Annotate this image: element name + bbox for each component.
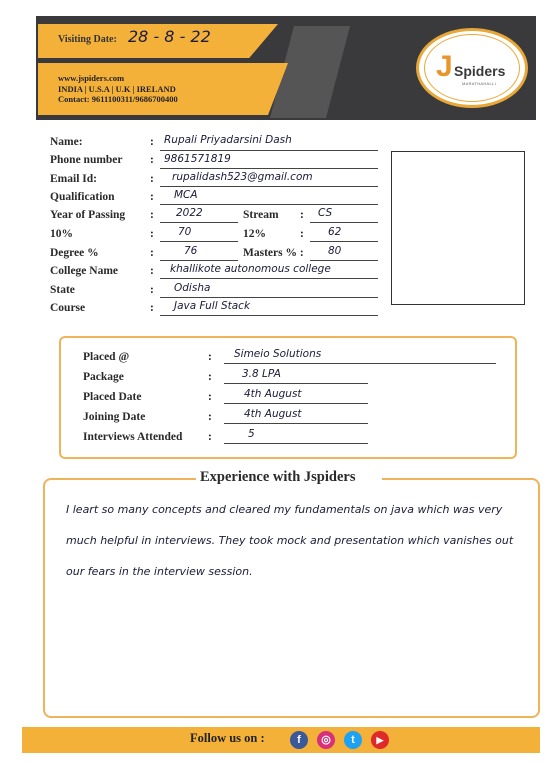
stream-label: Stream — [243, 209, 279, 221]
stream-value: CS — [318, 207, 333, 219]
package-line — [224, 383, 368, 384]
year-of-passing-label: Year of Passing — [50, 209, 126, 221]
interviews-value: 5 — [248, 428, 255, 440]
state-label: State — [50, 284, 75, 296]
countries-text: INDIA | U.S.A | U.K | IRELAND — [58, 83, 176, 94]
degree-value: 76 — [184, 245, 198, 257]
placed-date-value: 4th August — [244, 388, 302, 400]
colon: : — [208, 351, 212, 363]
twelfth-label: 12% — [243, 228, 266, 240]
twelfth-value: 62 — [328, 226, 342, 238]
colon: : — [150, 173, 154, 185]
colon: : — [150, 191, 154, 203]
experience-text: I leart so many concepts and cleared my fundamentals on java which was very much helpful in interviews. They took mock and presentation which vanishes out our fears in the interview session. — [66, 503, 514, 578]
youtube-icon[interactable]: ▶ — [371, 731, 389, 749]
twitter-icon[interactable]: t — [344, 731, 362, 749]
college-value: khallikote autonomous college — [170, 263, 331, 275]
twelfth-line — [310, 241, 378, 242]
joining-date-line — [224, 423, 368, 424]
package-value: 3.8 LPA — [242, 368, 281, 380]
colon: : — [150, 209, 154, 221]
course-label: Course — [50, 302, 86, 314]
interviews-line — [224, 443, 368, 444]
name-line — [160, 150, 378, 151]
colon: : — [300, 209, 304, 221]
instagram-icon[interactable]: ◎ — [317, 731, 335, 749]
placed-date-line — [224, 403, 368, 404]
state-value: Odisha — [174, 282, 211, 294]
colon: : — [150, 154, 154, 166]
masters-value: 80 — [328, 245, 342, 257]
tenth-label: 10% — [50, 228, 73, 240]
logo-letter: J — [436, 50, 453, 83]
qualification-line — [160, 204, 378, 205]
placed-at-value: Simeio Solutions — [234, 348, 322, 360]
logo-subtext: MARATHAHALLI — [462, 81, 496, 86]
colon: : — [150, 136, 154, 148]
email-label: Email Id: — [50, 173, 97, 185]
colon: : — [208, 391, 212, 403]
visiting-date-label: Visiting Date: — [58, 34, 117, 45]
course-line — [160, 315, 378, 316]
colon: : — [150, 228, 154, 240]
package-label: Package — [83, 371, 124, 383]
college-label: College Name — [50, 265, 119, 277]
colon: : — [208, 371, 212, 383]
facebook-icon[interactable]: f — [290, 731, 308, 749]
joining-date-label: Joining Date — [83, 411, 146, 423]
year-of-passing-value: 2022 — [176, 207, 203, 219]
name-value: Rupali Priyadarsini Dash — [164, 134, 292, 146]
masters-line — [310, 260, 378, 261]
masters-label: Masters % : — [243, 247, 304, 259]
name-label: Name: — [50, 136, 83, 148]
phone-value: 9861571819 — [164, 153, 231, 165]
placed-at-line — [224, 363, 496, 364]
state-line — [160, 297, 378, 298]
colon: : — [150, 284, 154, 296]
placed-at-label: Placed @ — [83, 351, 130, 363]
colon: : — [150, 247, 154, 259]
degree-line — [160, 260, 238, 261]
qualification-label: Qualification — [50, 191, 115, 203]
colon: : — [150, 265, 154, 277]
tenth-value: 70 — [178, 226, 192, 238]
qualification-value: MCA — [174, 189, 198, 201]
contact-text: Contact: 9611100311/9686700400 — [58, 94, 178, 104]
colon: : — [208, 411, 212, 423]
logo-text: Spiders — [454, 63, 506, 79]
email-line — [160, 186, 378, 187]
joining-date-value: 4th August — [244, 408, 302, 420]
experience-title: Experience with Jspiders — [200, 469, 356, 485]
year-line — [160, 222, 238, 223]
stream-line — [310, 222, 378, 223]
placed-date-label: Placed Date — [83, 391, 142, 403]
phone-line — [160, 168, 378, 169]
photo-box — [391, 151, 525, 305]
phone-label: Phone number — [50, 154, 123, 166]
interviews-label: Interviews Attended — [83, 431, 183, 443]
visiting-date-value: 28 - 8 - 22 — [128, 27, 211, 46]
website-text: www.jspiders.com — [58, 73, 125, 83]
degree-label: Degree % — [50, 247, 99, 259]
colon: : — [150, 302, 154, 314]
colon: : — [300, 228, 304, 240]
email-value: rupalidash523@gmail.com — [172, 171, 313, 183]
footer-bar — [22, 727, 540, 753]
course-value: Java Full Stack — [174, 300, 251, 312]
contact-block — [58, 73, 178, 105]
follow-us-label: Follow us on : — [190, 731, 265, 745]
tenth-line — [160, 241, 238, 242]
college-line — [160, 278, 378, 279]
colon: : — [208, 431, 212, 443]
